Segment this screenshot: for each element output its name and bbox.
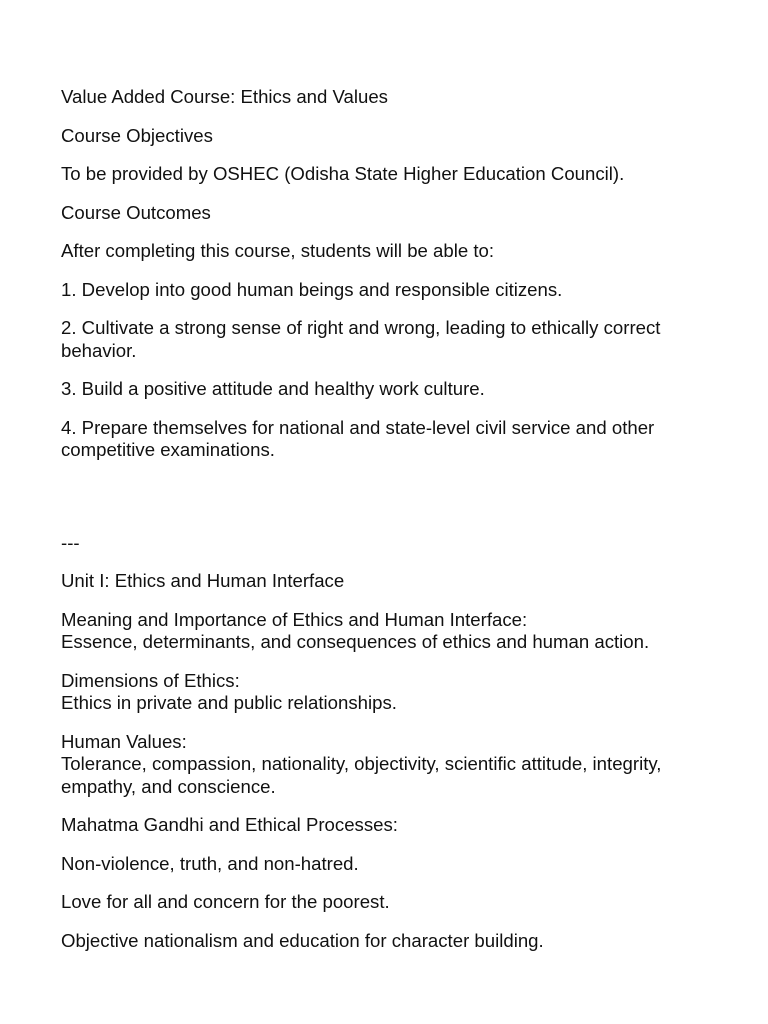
gandhi-point: Objective nationalism and education for character building. xyxy=(61,929,544,951)
unit-section xyxy=(61,609,721,654)
document-page xyxy=(61,86,721,952)
outcome-item: 4. Prepare themselves for national and state-level civil service and other competitive examinations. xyxy=(61,416,655,460)
unit-section xyxy=(61,670,721,715)
objectives-text: To be provided by OSHEC (Odisha State Higher Education Council). xyxy=(61,163,625,184)
outcome-item: 1. Develop into good human beings and responsible citizens. xyxy=(61,278,563,300)
unit-section-body: Essence, determinants, and consequences of ethics and human action. xyxy=(61,631,650,652)
gandhi-point: Non-violence, truth, and non-hatred. xyxy=(61,852,359,874)
outcome-item: 3. Build a positive attitude and healthy work culture. xyxy=(61,378,485,399)
unit-section-title: Human Values: xyxy=(61,730,187,752)
unit-section xyxy=(61,731,721,799)
unit-heading: Unit I: Ethics and Human Interface xyxy=(61,570,345,591)
unit-section-body: Ethics in private and public relationships. xyxy=(61,692,397,713)
gandhi-point: Love for all and concern for the poorest. xyxy=(61,891,390,912)
document-title: Value Added Course: Ethics and Values xyxy=(61,86,388,107)
unit-section-title: Meaning and Importance of Ethics and Human Interface: xyxy=(61,608,528,630)
unit-section-body: Tolerance, compassion, nationality, objectivity, scientific attitude, integrity, empathy, and conscience. xyxy=(61,753,662,797)
outcome-item: 2. Cultivate a strong sense of right and wrong, leading to ethically correct behavior. xyxy=(61,317,661,361)
outcomes-heading: Course Outcomes xyxy=(61,201,211,223)
outcomes-intro: After completing this course, students will be able to: xyxy=(61,240,495,261)
gandhi-heading: Mahatma Gandhi and Ethical Processes: xyxy=(61,814,398,835)
unit-section-title: Dimensions of Ethics: xyxy=(61,669,240,691)
section-separator: --- xyxy=(61,531,80,553)
objectives-heading: Course Objectives xyxy=(61,124,213,146)
